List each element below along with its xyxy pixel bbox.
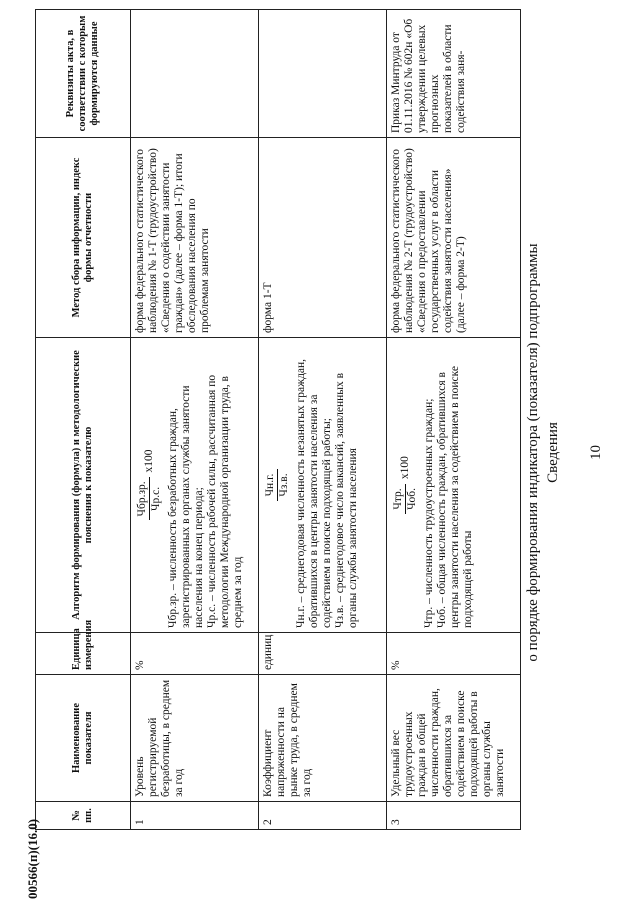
row-method: форма федерального статистического наблюдения № 1-Т (трудоустройство) «Сведения о содействии занятости граждан» (далее – форма 1-Т); итоги обследования населения по проблемам занятости	[131, 138, 259, 338]
header-requisites: Реквизиты акта, в соответствии с которым формируются данные	[36, 10, 131, 138]
formula-denominator: Чз.в.	[278, 473, 290, 497]
row-algorithm	[387, 338, 521, 633]
header-unit: Единица измерения	[36, 633, 131, 675]
algorithm-line: Чтр. – численность трудоустроенных граждан;	[423, 398, 435, 628]
header-method: Метод сбора информации, индекс формы отчетности	[36, 138, 131, 338]
page-number: 10	[588, 445, 604, 460]
table-header-row	[36, 10, 131, 830]
formula-denominator: Чр.с.	[150, 486, 162, 511]
row-unit: %	[387, 633, 521, 675]
formula-multiplier: х100	[143, 449, 155, 473]
table-row	[259, 10, 387, 830]
formula	[392, 342, 419, 628]
document-code: 00566(п)(16.0)	[25, 818, 40, 899]
row-name: Коэффициент напряженности на рынке труда, в среднем за год	[259, 675, 387, 802]
row-unit: %	[131, 633, 259, 675]
row-requisites	[259, 10, 387, 138]
row-num: 3	[387, 802, 521, 830]
formula	[264, 342, 291, 628]
row-name: Уровень регистрируемой безработицы, в среднем за год	[131, 675, 259, 802]
table-row	[131, 10, 259, 830]
row-method: форма 1-Т	[259, 138, 387, 338]
formula-numerator: Чтр.	[392, 484, 406, 514]
row-num: 1	[131, 802, 259, 830]
row-name: Удельный вес трудоустроенных граждан в общей численности граждан, обратившихся за содействием в поиске подходящей работы в органы службы занятости	[387, 675, 521, 802]
formula	[136, 342, 163, 628]
document-subtitle: о порядке формирования индикатора (показателя) подпрограммы	[525, 243, 541, 662]
row-algorithm	[131, 338, 259, 633]
table-row	[387, 10, 521, 830]
formula-fraction	[264, 469, 291, 500]
header-algorithm: Алгоритм формирования (формула) и методологические пояснения к показателю	[36, 338, 131, 633]
algorithm-line: Чбр.зр. – численность безработных граждан, зарегистрированных в органах службы занятости населения на конец периода;	[167, 385, 205, 628]
formula-denominator: Чоб.	[406, 487, 418, 510]
algorithm-line: Чз.в. – среднегодовое число вакансий, заявленных в органы службы занятости населения	[334, 372, 359, 628]
formula-fraction	[392, 484, 419, 514]
formula-fraction	[136, 477, 163, 520]
formula-numerator: Чн.г.	[264, 469, 278, 500]
indicator-table	[35, 9, 521, 830]
formula-multiplier: х100	[399, 456, 411, 480]
row-num: 2	[259, 802, 387, 830]
row-requisites: Приказ Минтруда от 01.11.2016 № 602н «Об утверждении целевых прогнозных показателей в области содействия заня-	[387, 10, 521, 138]
row-method: форма федерального статистического наблюдения № 2-Т (трудоустройство) «Сведения о предоставлении государственных услуг в области содействия занятости населения» (далее – форма 2-Т)	[387, 138, 521, 338]
row-requisites	[131, 10, 259, 138]
header-name: Наименование показателя	[36, 675, 131, 802]
algorithm-line: Чр.с. – численность рабочей силы, рассчитанная по методологии Международной организации труда, в среднем за год	[206, 374, 244, 628]
row-unit: единиц	[259, 633, 387, 675]
row-algorithm	[259, 338, 387, 633]
header-num: № пп.	[36, 802, 131, 830]
document-title: Сведения	[545, 422, 561, 483]
algorithm-line: Чн.г. – среднегодовая численность незанятых граждан, обратившихся в центры занятости населения за содействием в поиске подходящей работы;	[295, 358, 333, 628]
algorithm-line: Чоб. – общая численность граждан, обратившихся в центры занятости населения за содействием в поиске подходящей работы	[436, 365, 474, 628]
formula-numerator: Чбр.зр.	[136, 477, 150, 520]
